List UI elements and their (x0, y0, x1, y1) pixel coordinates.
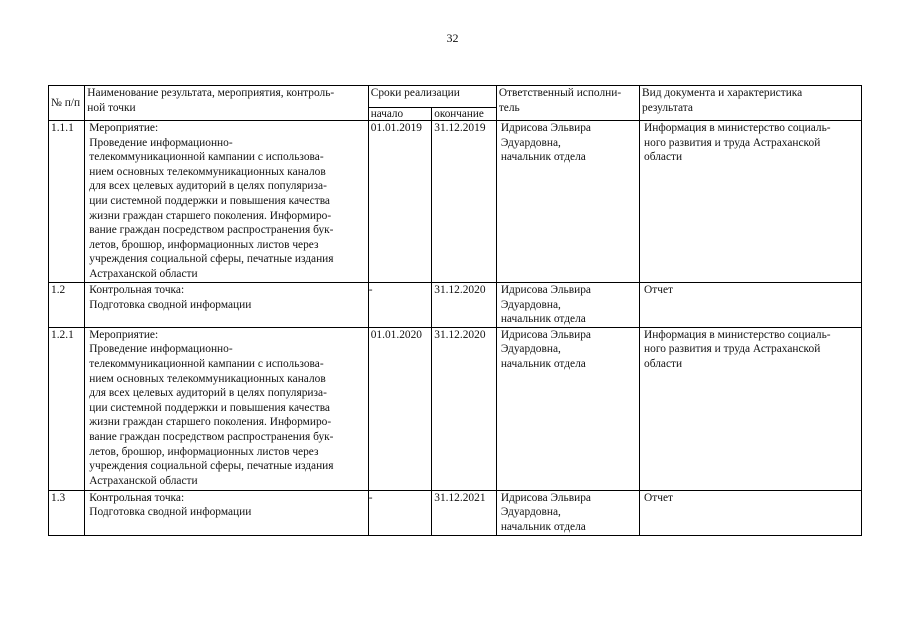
row-start: 01.01.2020 (368, 327, 432, 490)
header-doc: Вид документа и характеристика результата (640, 86, 862, 121)
header-num: № п/п (49, 86, 85, 121)
row-start: 01.01.2019 (368, 121, 432, 283)
header-start: начало (368, 108, 432, 121)
row-responsible: Идрисова Эльвира Эдуардовна, начальник отдела (496, 490, 639, 535)
row-responsible: Идрисова Эльвира Эдуардовна, начальник отдела (496, 283, 639, 328)
header-terms: Сроки реализации (368, 86, 496, 108)
row-doc: Информация в министерство социаль- ного развития и труда Астраханской области (640, 327, 862, 490)
row-num: 1.3 (49, 490, 85, 535)
row-start: - (368, 283, 432, 328)
row-doc: Отчет (640, 490, 862, 535)
table-row (49, 327, 862, 490)
row-end: 31.12.2020 (432, 283, 497, 328)
row-name: Мероприятие: Проведение информационно- телекоммуникационной кампании с использова- нием основных телекоммуникационных каналов для всех целевых аудиторий в целях популяриза- ции системной поддержки и повышения качества жизни граждан старшего поколения. Информиро- вание граждан посредством распространения бук- летов, брошюр, информационных листов через учреждения социальной сферы, печатные издания Астраханской области (85, 327, 368, 490)
table-row (49, 490, 862, 535)
row-responsible: Идрисова Эльвира Эдуардовна, начальник отдела (496, 121, 639, 283)
row-name: Мероприятие: Проведение информационно- телекоммуникационной кампании с использова- нием основных телекоммуникационных каналов для всех целевых аудиторий в целях популяриза- ции системной поддержки и повышения качества жизни граждан старшего поколения. Информиро- вание граждан посредством распространения бук- летов, брошюр, информационных листов через учреждения социальной сферы, печатные издания Астраханской области (85, 121, 368, 283)
row-start: - (368, 490, 432, 535)
table-row (49, 283, 862, 328)
page-number: 32 (446, 31, 459, 45)
plan-table (48, 85, 862, 536)
row-responsible: Идрисова Эльвира Эдуардовна, начальник отдела (496, 327, 639, 490)
row-name: Контрольная точка: Подготовка сводной информации (85, 283, 368, 328)
row-name: Контрольная точка: Подготовка сводной информации (85, 490, 368, 535)
table-row (49, 121, 862, 283)
row-doc: Отчет (640, 283, 862, 328)
row-num: 1.2.1 (49, 327, 85, 490)
header-responsible: Ответственный исполни- тель (496, 86, 639, 121)
row-end: 31.12.2019 (432, 121, 497, 283)
row-end: 31.12.2020 (432, 327, 497, 490)
row-end: 31.12.2021 (432, 490, 497, 535)
header-end: окончание (432, 108, 497, 121)
row-doc: Информация в министерство социаль- ного развития и труда Астраханской области (640, 121, 862, 283)
row-num: 1.1.1 (49, 121, 85, 283)
table-header-row (49, 86, 862, 108)
row-num: 1.2 (49, 283, 85, 328)
header-name: Наименование результата, мероприятия, контроль- ной точки (85, 86, 368, 121)
